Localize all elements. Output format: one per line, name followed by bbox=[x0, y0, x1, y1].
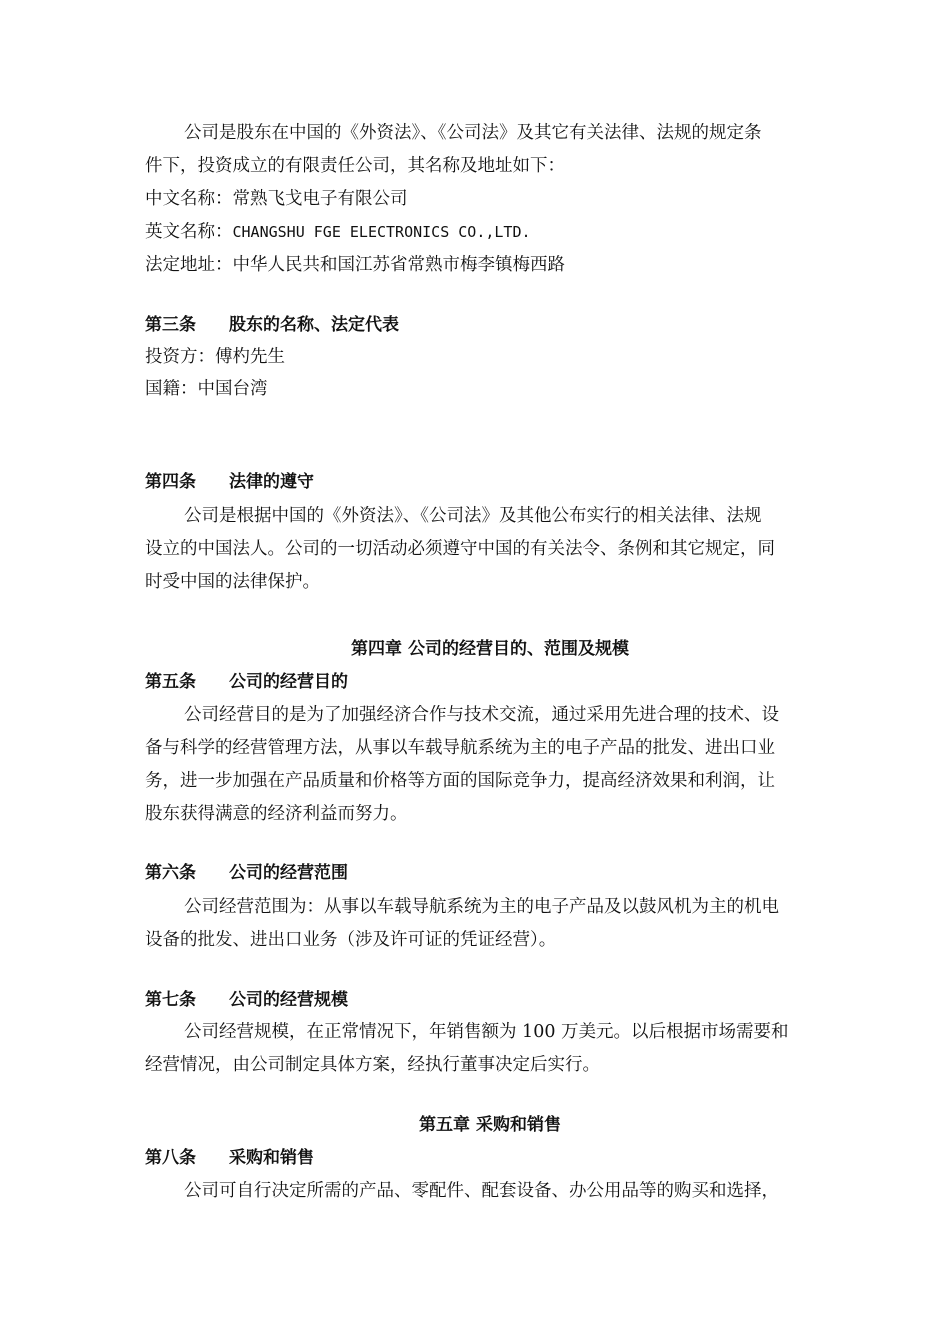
chapter-5-heading: 第五章 采购和销售 bbox=[419, 1115, 561, 1135]
article-6-heading bbox=[145, 861, 348, 885]
article-3-heading bbox=[145, 313, 399, 337]
article-5-paragraph-line: 务，进一步加强在产品质量和价格等方面的国际竞争力，提高经济效果和利润，让 bbox=[145, 771, 775, 791]
investor-line: 投资方：傅杓先生 bbox=[145, 347, 285, 367]
article-5-heading bbox=[145, 670, 348, 694]
chinese-name-value: 常熟飞戈电子有限公司 bbox=[232, 189, 408, 209]
article-6-paragraph-line: 设备的批发、进出口业务（涉及许可证的凭证经营）。 bbox=[145, 930, 557, 950]
article-title: 采购和销售 bbox=[229, 1148, 314, 1168]
article-number: 第五条 bbox=[145, 672, 196, 692]
article-title: 公司的经营范围 bbox=[229, 863, 348, 883]
article-number: 第三条 bbox=[145, 315, 196, 335]
english-name-row bbox=[145, 220, 531, 244]
chinese-name-label: 中文名称： bbox=[145, 189, 233, 209]
english-name-value: CHANGSHU FGE ELECTRONICS CO.,LTD. bbox=[232, 223, 531, 241]
intro-paragraph-line: 件下，投资成立的有限责任公司，其名称及地址如下： bbox=[145, 156, 565, 176]
chinese-name-row bbox=[145, 187, 408, 211]
article-6-paragraph-line: 公司经营范围为：从事以车载导航系统为主的电子产品及以鼓风机为主的机电 bbox=[184, 897, 779, 917]
article-5-paragraph-line: 股东获得满意的经济利益而努力。 bbox=[145, 804, 408, 824]
article-number: 第四条 bbox=[145, 472, 196, 492]
article-number: 第六条 bbox=[145, 863, 196, 883]
article-4-heading bbox=[145, 470, 314, 494]
article-8-heading bbox=[145, 1146, 314, 1170]
article-number: 第八条 bbox=[145, 1148, 196, 1168]
english-name-label: 英文名称： bbox=[145, 222, 233, 242]
article-7-paragraph-line: 公司经营规模，在正常情况下，年销售额为 100 万美元。以后根据市场需要和 bbox=[184, 1022, 789, 1042]
article-title: 公司的经营目的 bbox=[229, 672, 348, 692]
article-5-paragraph-line: 公司经营目的是为了加强经济合作与技术交流，通过采用先进合理的技术、设 bbox=[184, 705, 779, 725]
legal-address-row bbox=[145, 253, 565, 277]
article-7-heading bbox=[145, 988, 348, 1012]
article-8-paragraph-line: 公司可自行决定所需的产品、零配件、配套设备、办公用品等的购买和选择， bbox=[184, 1181, 779, 1201]
article-title: 股东的名称、法定代表 bbox=[229, 315, 399, 335]
article-title: 法律的遵守 bbox=[229, 472, 314, 492]
article-4-paragraph-line: 时受中国的法律保护。 bbox=[145, 572, 320, 592]
nationality-line: 国籍：中国台湾 bbox=[145, 379, 268, 399]
intro-paragraph-line: 公司是股东在中国的《外资法》、《公司法》及其它有关法律、法规的规定条 bbox=[184, 123, 762, 143]
article-5-paragraph-line: 备与科学的经营管理方法，从事以车载导航系统为主的电子产品的批发、进出口业 bbox=[145, 738, 775, 758]
legal-address-label: 法定地址： bbox=[145, 255, 233, 275]
legal-address-value: 中华人民共和国江苏省常熟市梅李镇梅西路 bbox=[232, 255, 565, 275]
article-4-paragraph-line: 公司是根据中国的《外资法》、《公司法》及其他公布实行的相关法律、法规 bbox=[184, 506, 762, 526]
chapter-4-heading: 第四章 公司的经营目的、范围及规模 bbox=[351, 639, 629, 659]
article-number: 第七条 bbox=[145, 990, 196, 1010]
article-7-paragraph-line: 经营情况，由公司制定具体方案，经执行董事决定后实行。 bbox=[145, 1055, 600, 1075]
article-title: 公司的经营规模 bbox=[229, 990, 348, 1010]
article-4-paragraph-line: 设立的中国法人。公司的一切活动必须遵守中国的有关法令、条例和其它规定，同 bbox=[145, 539, 775, 559]
